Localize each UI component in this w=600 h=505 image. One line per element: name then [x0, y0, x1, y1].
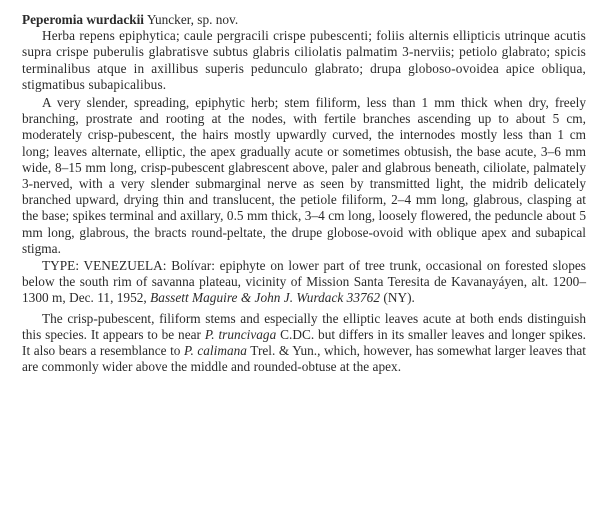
type-collectors: Bassett Maguire & John J. Wurdack 33762 [150, 290, 381, 306]
discussion-paragraph [22, 311, 586, 376]
latin-diagnosis: Herba repens epiphytica; caule pergracili crispe pubescenti; foliis alternis ellipticis utrinque acutis supra crispe puberulis glabratisve subtus glabris ciliolatis palmatim 3-nerviis; petiolo glabrato; spicis terminalibus atque in axillibus superis pedunculo glabrato; drupa globoso-ovoidea apice obliqua, stigmatibus subapicalibus. [22, 28, 586, 92]
related-species-1: P. truncivaga [204, 326, 277, 342]
type-locality: Bolívar: epiphyte on lower part of tree trunk, occasional on forested slopes below the south rim of savanna plateau, vicinity of Mission Santa Teresita de Kavanayáyen, alt. 1200–1300 m, Dec. 11, 1952, [22, 258, 586, 306]
english-description: A very slender, spreading, epiphytic herb; stem filiform, less than 1 mm thick when dry, freely branching, prostrate and rooting at the nodes, with fertile branches ascending up to about 5 cm, moderately crisp-pubescent, the hairs mostly upwardly curved, the internodes mostly less than 1 cm long; leaves alternate, elliptic, the apex gradually acute or sometimes obtusish, the base acute, 3–6 mm wide, 8–15 mm long, crisp-pubescent glabrescent above, paler and glabrous beneath, ciliolate, palmately 3-nerved, with a very slender submarginal nerve as seen by transmitted light, the midrib delicately branched upward, drying thin and translucent, the petiole filiform, 2–4 mm long, glabrous, clasping at the base; spikes terminal and axillary, 0.5 mm thick, 3–4 cm long, loosely flowered, the peduncle about 5 mm long, glabrous, the bracts round-peltate, the drupe globose-ovoid with oblique apex and subapical stigma. [22, 95, 586, 256]
notes-text-3: Trel. & Yun., which, however, has somewhat larger leaves that are commonly wider above the middle and rounded-obtuse at the apex. [22, 343, 586, 375]
type-herbarium: (NY). [383, 290, 415, 306]
notes-text-1: The crisp-pubescent, filiform stems and especially the elliptic leaves acute at both ends distinguish this species. It appears to be near [22, 310, 586, 342]
species-name: Peperomia wurdackii [22, 12, 145, 27]
related-species-2: P. calimana [184, 343, 247, 359]
species-authority: Yuncker, sp. nov. [146, 12, 239, 27]
species-heading [22, 12, 586, 28]
type-label: TYPE: VENEZUELA: [42, 258, 167, 274]
notes-text-2: C.DC. but differs in its smaller leaves and longer spikes. It also bears a resemblance to [22, 326, 586, 359]
type-specimen-paragraph [22, 258, 586, 307]
